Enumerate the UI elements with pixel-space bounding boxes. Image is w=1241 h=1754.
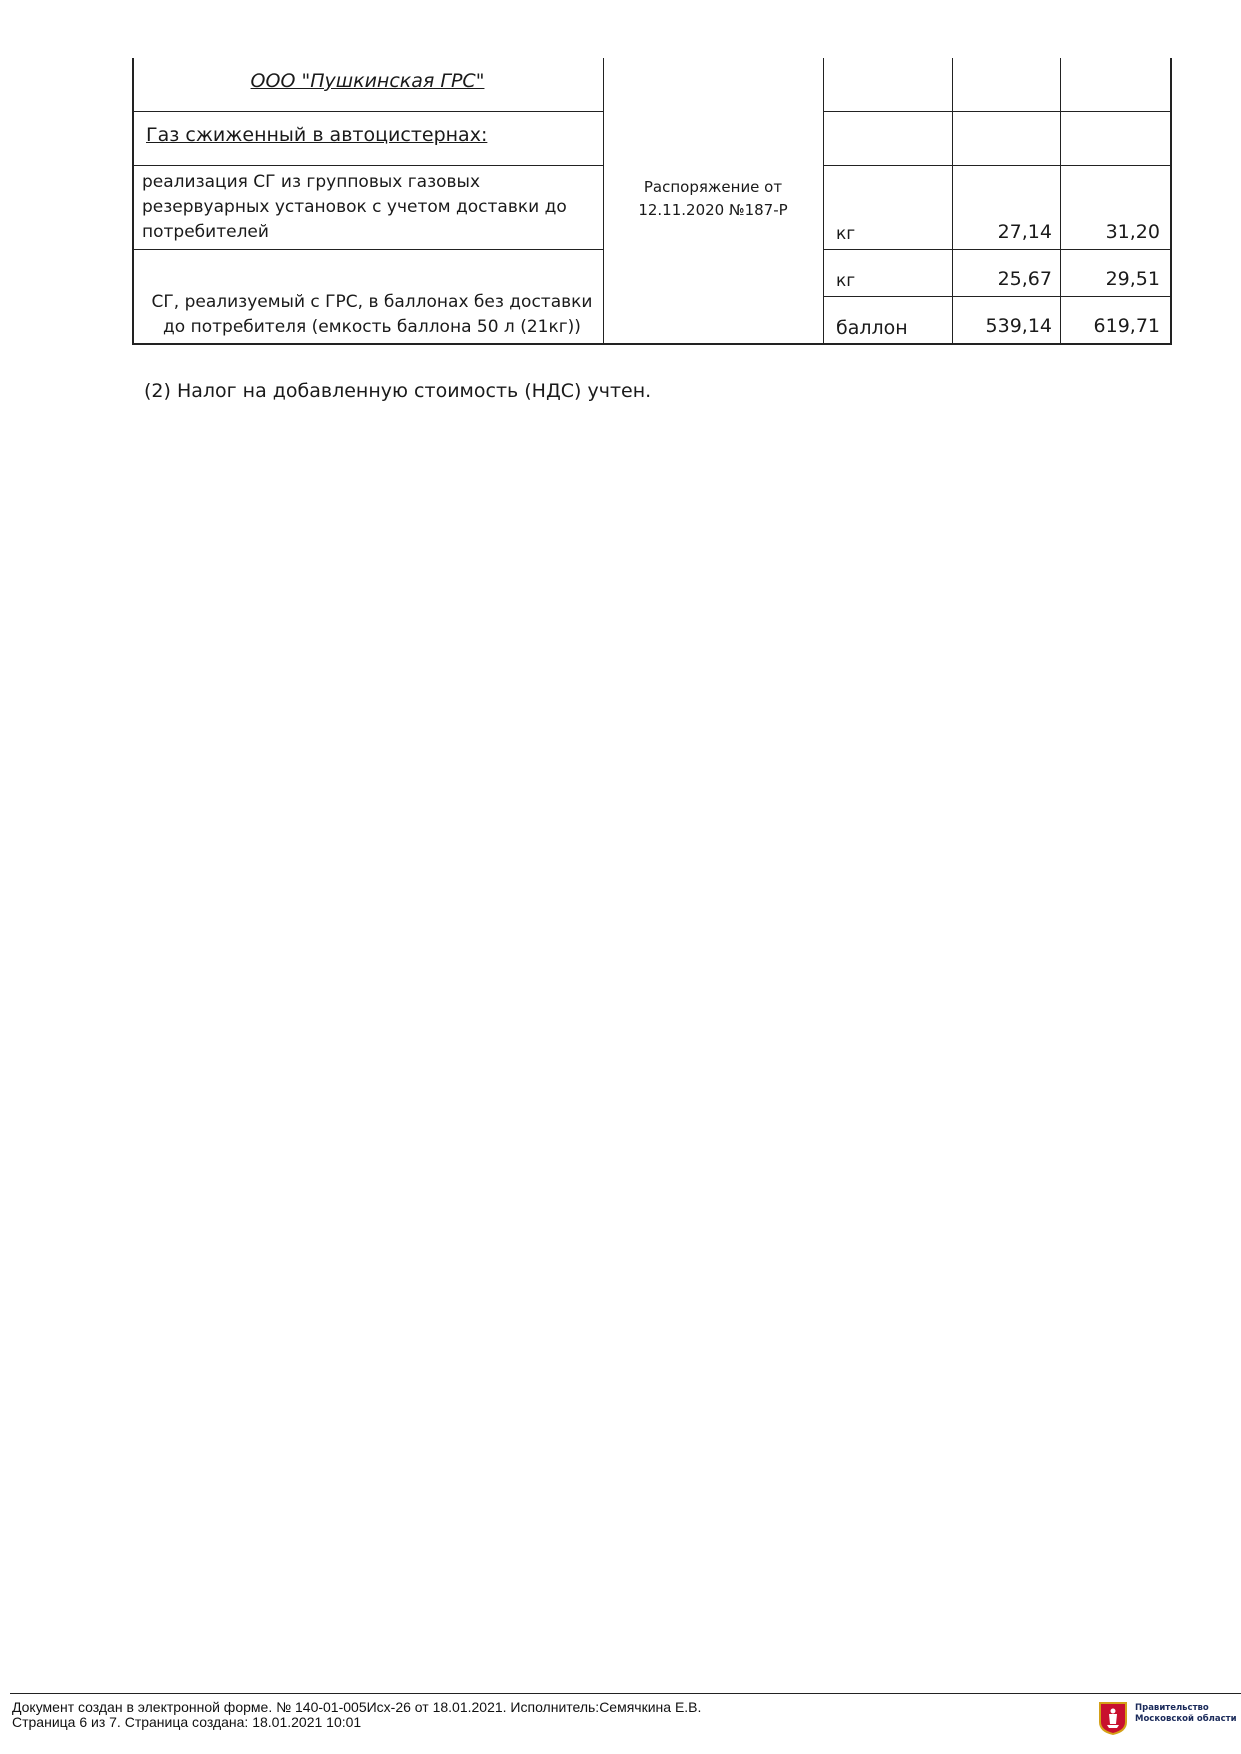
document-reference-line: Распоряжение от: [643, 178, 783, 196]
footer-text: [12, 1700, 701, 1730]
row-1-unit: кг: [836, 224, 856, 244]
document-reference: [603, 176, 823, 222]
footer-org-name: [1135, 1703, 1237, 1725]
table-line-row2-desc: [132, 165, 603, 166]
row-3-value-1: 539,14: [985, 315, 1052, 337]
document-reference-line: 12.11.2020 №187-Р: [638, 201, 788, 219]
tariff-table: [132, 58, 1173, 345]
org-name: ООО "Пушкинская ГРС": [250, 70, 485, 92]
table-border-left: [132, 58, 134, 345]
footer-divider: [10, 1693, 1241, 1694]
table-border-bottom: [132, 343, 1172, 345]
footer-org-line: Правительство: [1135, 1703, 1209, 1713]
table-border-right: [1170, 58, 1172, 345]
vat-note: (2) Налог на добавленную стоимость (НДС) учтен.: [144, 380, 652, 402]
section-title: Газ сжиженный в автоцистернах:: [146, 124, 488, 146]
footer-org-line: Московской области: [1135, 1714, 1237, 1724]
row-2-description: [142, 290, 602, 340]
table-border-col-doc: [823, 58, 824, 345]
row-2-description-line: до потребителя (емкость баллона 50 л (21кг)): [163, 317, 581, 337]
row-1-description-line: потребителей: [142, 222, 269, 242]
row-3-unit: баллон: [836, 317, 908, 339]
row-2-description-line: СГ, реализуемый с ГРС, в баллонах без доставки: [151, 292, 593, 312]
table-border-col-unit: [952, 58, 953, 345]
row-2-unit: кг: [836, 271, 856, 291]
table-line-row2-vals: [823, 165, 1172, 166]
row-1-description-line: резервуарных установок с учетом доставки до: [142, 197, 567, 217]
row-1-description-line: реализация СГ из групповых газовых: [142, 172, 481, 192]
table-border-col-val1: [1060, 58, 1061, 345]
coat-of-arms-icon: [1097, 1700, 1129, 1736]
row-1-value-2: 31,20: [1105, 221, 1160, 243]
table-line-row4-vals: [823, 296, 1172, 297]
table-line-row3-desc: [132, 249, 603, 250]
footer-page-info: Страница 6 из 7. Страница создана: 18.01.2021 10:01: [12, 1714, 362, 1730]
table-line-row3-vals: [823, 249, 1172, 250]
footer-document-info: Документ создан в электронной форме. № 140-01-005Исх-26 от 18.01.2021. Исполнитель:Семячкина Е.В.: [12, 1699, 702, 1715]
row-2-value-1: 25,67: [997, 268, 1052, 290]
row-1-description: [142, 170, 597, 245]
table-line-row1-desc: [132, 111, 603, 112]
table-line-row1-vals: [823, 111, 1172, 112]
row-1-value-1: 27,14: [997, 221, 1052, 243]
row-3-value-2: 619,71: [1093, 315, 1160, 337]
row-2-value-2: 29,51: [1105, 268, 1160, 290]
